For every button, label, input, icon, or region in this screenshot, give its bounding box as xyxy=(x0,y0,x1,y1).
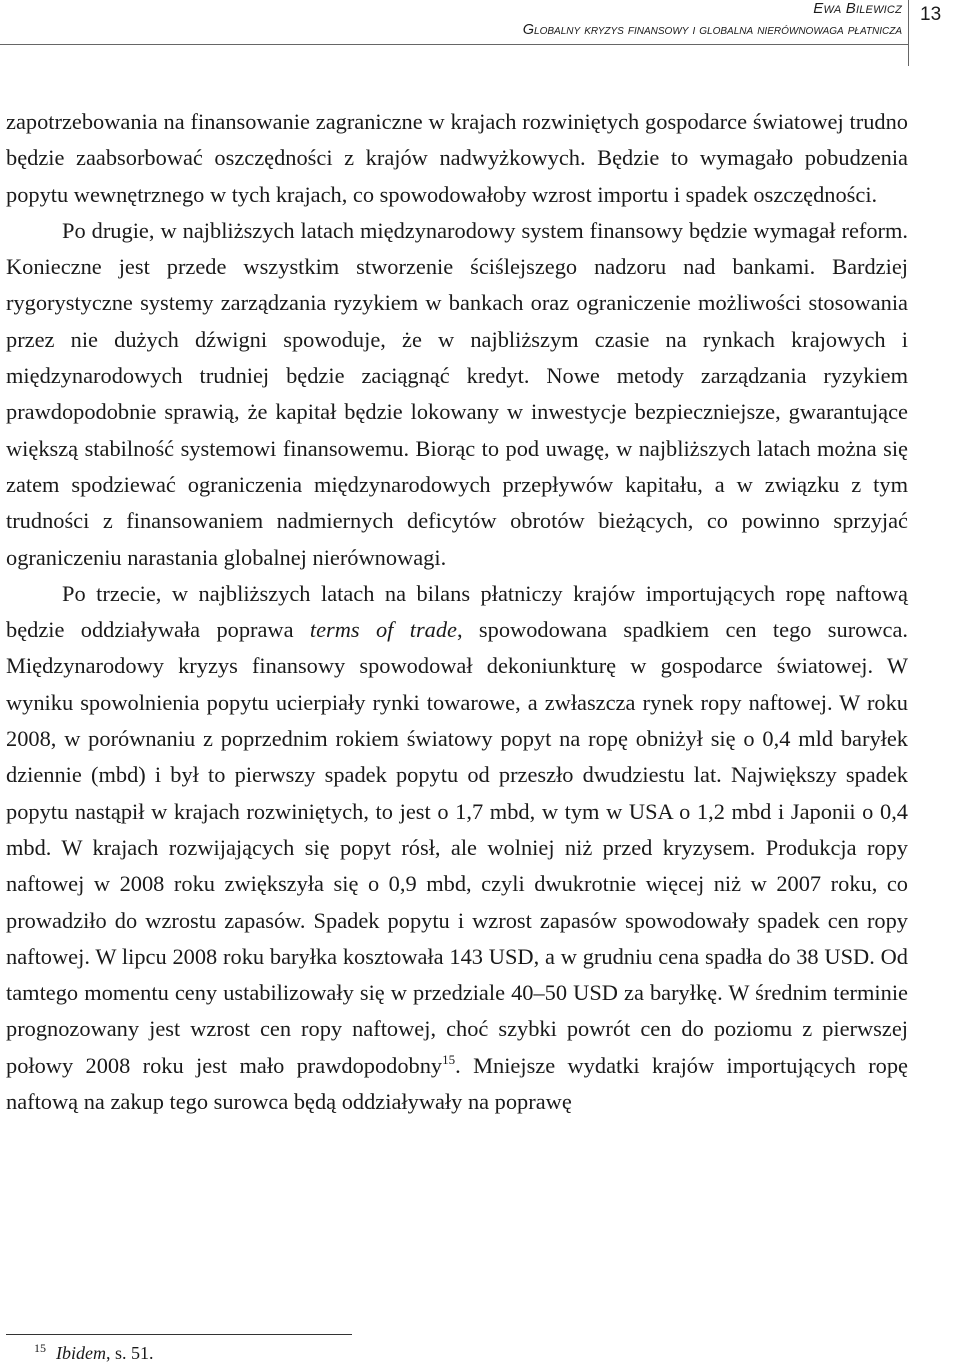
header-title: Globalny kryzys finansowy i globalna nierównowaga płatnicza xyxy=(522,22,902,38)
main-text xyxy=(6,104,908,1120)
paragraph-3-part-b: , spowodowana spadkiem cen tego surowca. Międzynarodowy kryzys finansowy spowodował dekoniunkturę w gospodarce światowej. W wyniku spowolnienia popytu ucierpiały rynki towarowe, a zwłaszcza rynek ropy naftowej. W roku 2008, w porównaniu z poprzednim rokiem światowy popyt na ropę obniżył się o 0,4 mld baryłek dziennie (mbd) i był to pierwszy spadek popytu od przeszło dwudziestu lat. Największy spadek popytu nastąpił w krajach rozwiniętych, to jest o 1,7 mbd, w tym w USA o 1,2 mbd i Japonii o 0,4 mbd. W krajach rozwijających się popyt rósł, ale wolniej niż przed kryzysem. Produkcja ropy naftowej w 2008 roku zwiększyła się o 0,9 mbd, czyli dwukrotnie więcej niż w 2007 roku, co prowadziło do wzrostu zapasów. Spadek popytu i wzrost zapasów spowodowały spadek cen ropy naftowej. W lipcu 2008 roku baryłka kosztowała 143 USD, a w grudniu cena spadła do 38 USD. Od tamtego momentu ceny ustabilizowały się w przedziale 40–50 USD za baryłkę. W średnim terminie prognozowany jest wzrost cen ropy naftowej, choć szybki powrót cen do poziomu z pierwszej połowy 2008 roku jest mało prawdopodobny xyxy=(6,617,908,1078)
footnote-separator xyxy=(6,1334,352,1335)
paragraph-3 xyxy=(6,576,908,1120)
header-rule-horizontal xyxy=(0,44,908,45)
footnote-rest: , s. 51. xyxy=(105,1343,154,1363)
header-rule-vertical xyxy=(908,0,909,66)
footnote xyxy=(34,1343,154,1364)
footnote-reference[interactable]: 15 xyxy=(442,1051,456,1067)
header-author: Ewa Bilewicz xyxy=(813,0,902,17)
paragraph-2: Po drugie, w najbliższych latach międzynarodowy system finansowy będzie wymagał reform. Konieczne jest przede wszystkim stworzenie ściślejszego nadzoru nad bankami. Bardziej rygorystyczne systemy zarządzania ryzykiem w bankach oraz ograniczenie możliwości stosowania przez nie dużych dźwigni spowoduje, że w najbliższym czasie na rynkach krajowych i międzynarodowych trudniej będzie zaciągnąć kredyt. Nowe metody zarządzania ryzykiem prawdopodobnie sprawią, że kapitał będzie lokowany w inwestycje bezpieczniejsze, gwarantujące większą stabilność systemowi finansowemu. Biorąc to pod uwagę, w najbliższych latach można się zatem spodziewać ograniczenia międzynarodowych przepływów kapitału, a w związku z tym trudności z finansowaniem nadmiernych deficytów obrotów bieżących, co powinno sprzyjać ograniczeniu narastania globalnej nierównowagi. xyxy=(6,217,908,570)
running-head xyxy=(0,0,960,70)
terms-of-trade-italic: terms of trade xyxy=(309,617,457,643)
paragraph-3-part-a: Po trzecie, w najbliższych latach na bilans płatniczy krajów importujących ropę naftową będzie oddziaływała poprawa xyxy=(6,580,908,643)
page-number: 13 xyxy=(920,4,942,25)
paragraph-1: zapotrzebowania na finansowanie zagraniczne w krajach rozwiniętych gospodarce światowej trudno będzie zaabsorbować oszczędności z krajów nadwyżkowych. Będzie to wymagało pobudzenia popytu wewnętrznego w tych krajach, co spowodowałoby wzrost importu i spadek oszczędności. xyxy=(6,109,908,207)
footnote-number: 15 xyxy=(34,1341,46,1355)
footnote-source: Ibidem xyxy=(56,1343,106,1363)
paragraph-3-part-c: . Mniejsze wydatki krajów importujących ropę naftową na zakup tego surowca będą oddziaływały na poprawę xyxy=(6,1052,908,1115)
